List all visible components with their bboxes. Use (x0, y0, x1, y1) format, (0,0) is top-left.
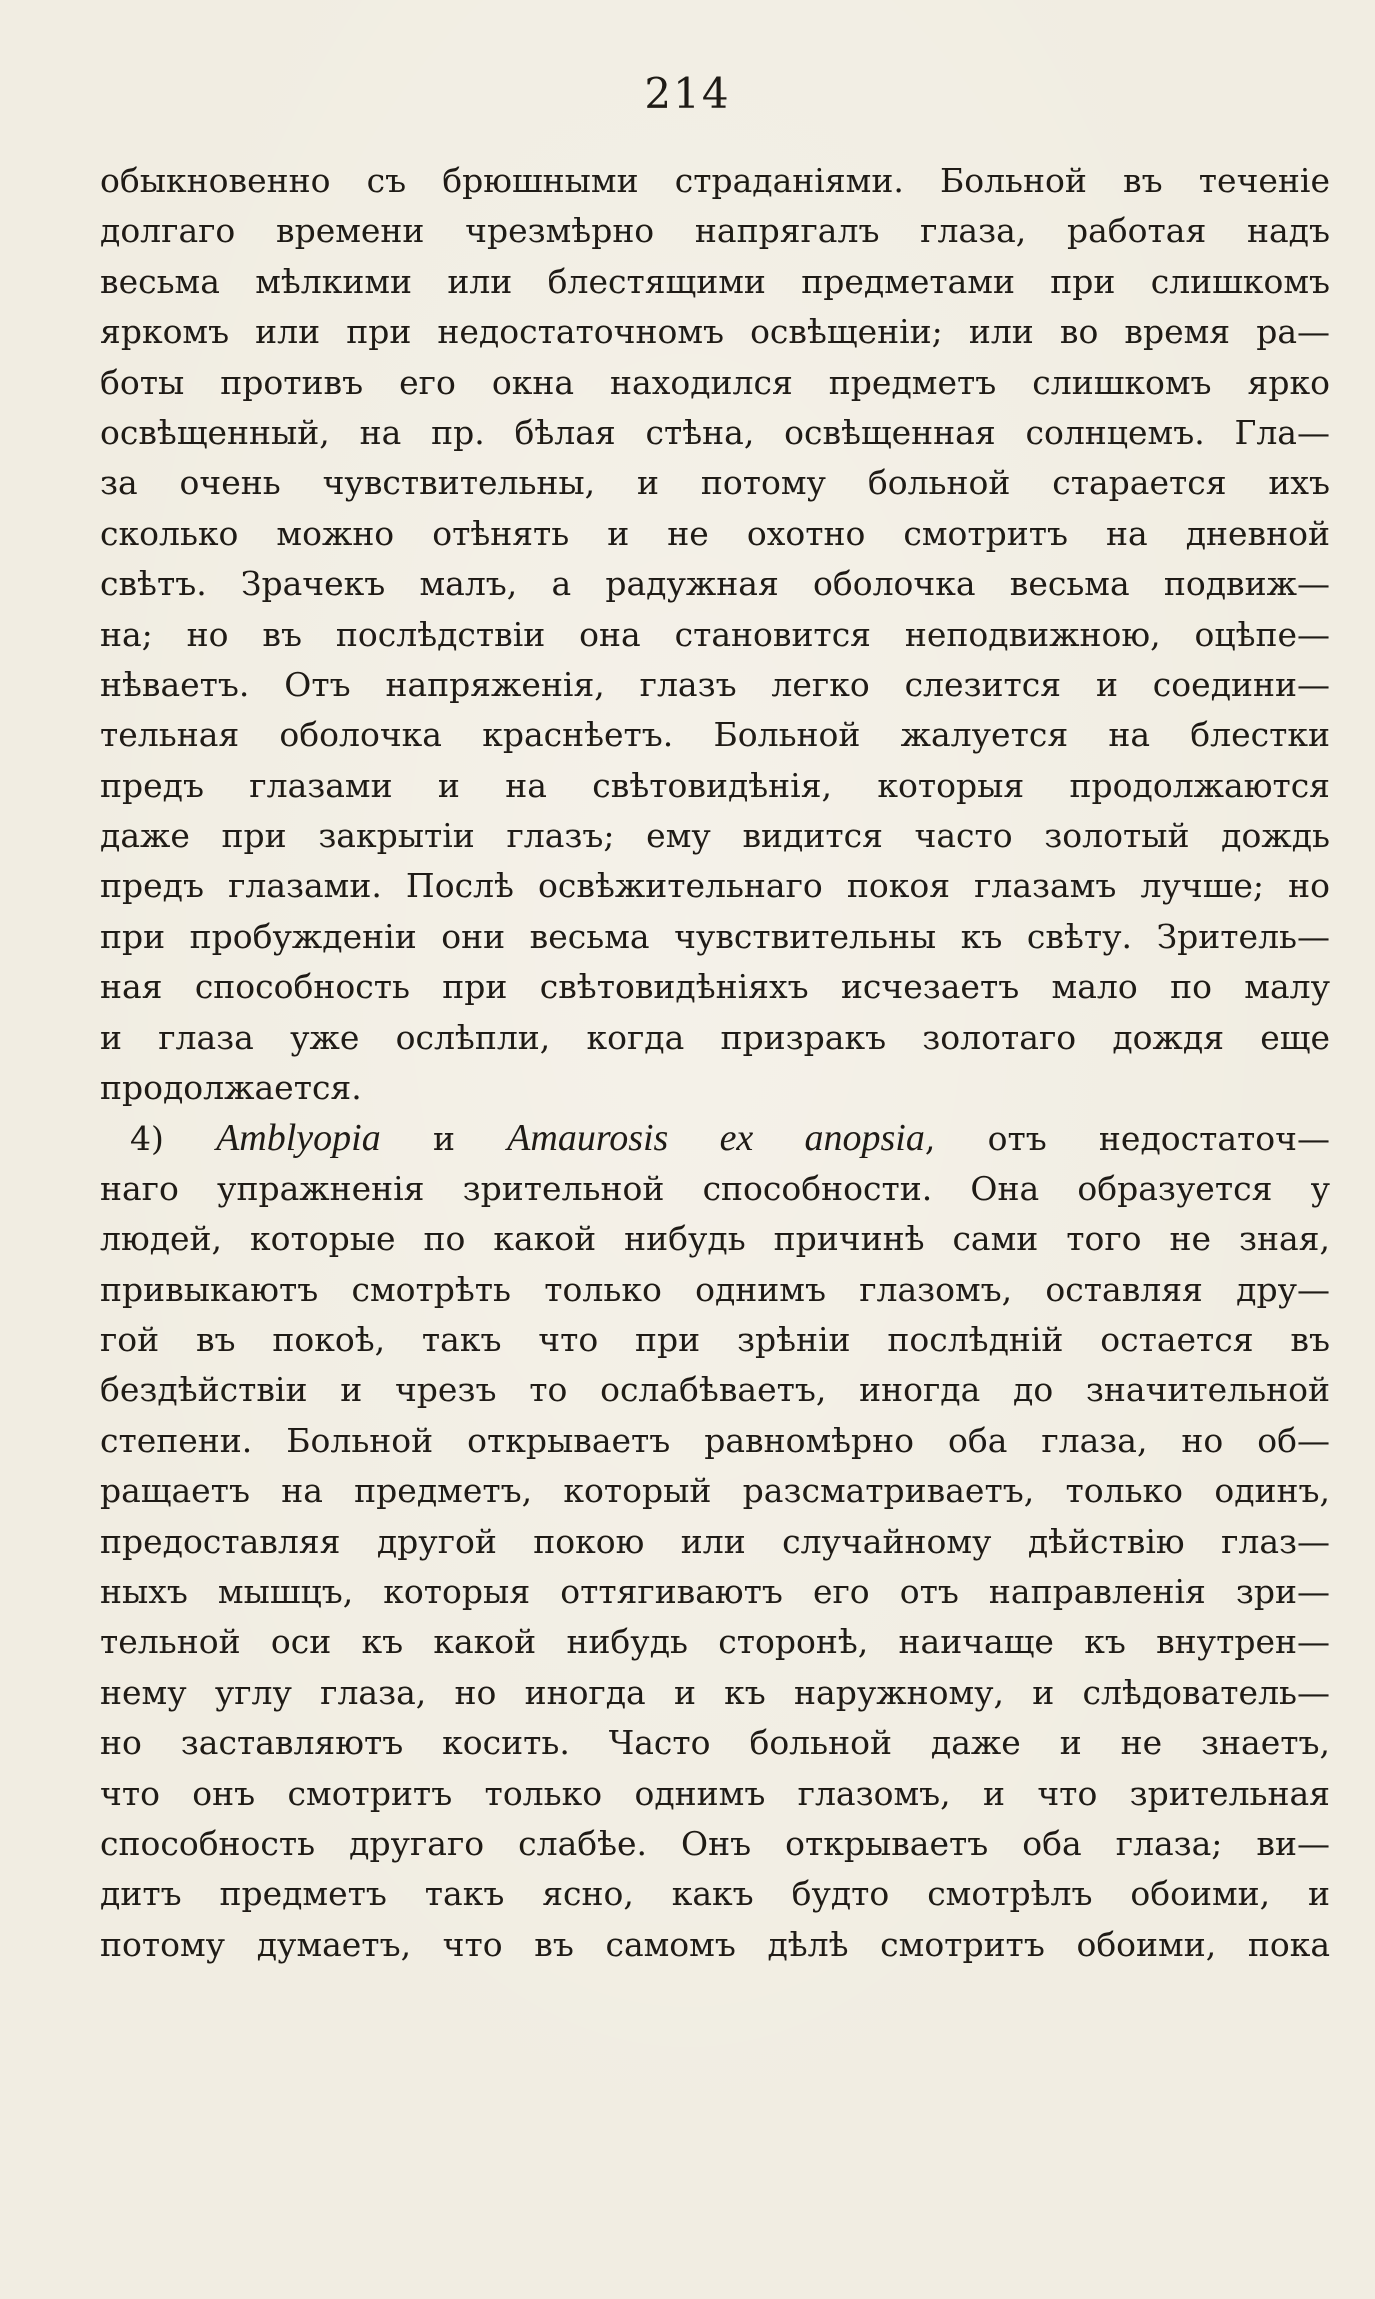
text-line: при пробужденіи они весьма чувствительны къ свѣту. Зритель— (100, 916, 1330, 956)
text-line: ныхъ мышцъ, которыя оттягиваютъ его отъ направленія зри— (100, 1571, 1330, 1611)
paragraph-number: 4) (130, 1119, 164, 1159)
text-line: нѣваетъ. Отъ напряженія, глазъ легко слезится и соедини— (100, 664, 1330, 704)
text-line: сколько можно отѣнять и не охотно смотритъ на дневной (100, 513, 1330, 553)
text-line: но заставляютъ косить. Часто больной даже и не знаетъ, (100, 1723, 1330, 1763)
text-line: тельная оболочка краснѣетъ. Больной жалуется на блестки (100, 715, 1330, 755)
text-line: гой въ покоѣ, такъ что при зрѣніи послѣдній остается въ (100, 1319, 1330, 1359)
text-line: ращаетъ на предметъ, который разсматриваетъ, только одинъ, (100, 1471, 1330, 1511)
text-line: предоставляя другой покою или случайному дѣйствію глаз— (100, 1521, 1330, 1561)
text-line: степени. Больной открываетъ равномѣрно оба глаза, но об— (100, 1420, 1330, 1460)
text-line: тельной оси къ какой нибудь сторонѣ, наичаще къ внутрен— (100, 1622, 1330, 1662)
text-line: людей, которые по какой нибудь причинѣ сами того не зная, (100, 1219, 1330, 1259)
text-line: за очень чувствительны, и потому больной старается ихъ (100, 463, 1330, 503)
text-line: бездѣйствіи и чрезъ то ослабѣваетъ, иногда до значительной (100, 1370, 1330, 1410)
text-line: продолжается. (100, 1068, 362, 1108)
page-number: 214 (644, 69, 731, 118)
text-line: боты противъ его окна находился предметъ слишкомъ ярко (100, 362, 1330, 402)
body-text (100, 156, 1330, 1970)
text-line: освѣщенный, на пр. бѣлая стѣна, освѣщенная солнцемъ. Гла— (100, 412, 1330, 452)
text-line: способность другаго слабѣе. Онъ открываетъ оба глаза; ви— (100, 1823, 1330, 1863)
text-line: долгаго времени чрезмѣрно напрягалъ глаза, работая надъ (100, 211, 1330, 251)
latin-term-amaurosis: Amaurosis ex anopsia (507, 1117, 925, 1160)
text-line: предъ глазами и на свѣтовидѣнія, которыя продолжаются (100, 765, 1330, 805)
text-line: наго упражненія зрительной способности. Она образуется у (100, 1168, 1330, 1208)
text-line: что онъ смотритъ только однимъ глазомъ, и что зрительная (100, 1773, 1330, 1813)
text-line: весьма мѣлкими или блестящими предметами при слишкомъ (100, 261, 1330, 301)
conjunction: и (432, 1119, 455, 1159)
text-line: ная способность при свѣтовидѣніяхъ исчезаетъ мало по малу (100, 967, 1330, 1007)
text-line: привыкаютъ смотрѣть только однимъ глазомъ, оставляя дру— (100, 1269, 1330, 1309)
text-line: на; но въ послѣдствіи она становится неподвижною, оцѣпе— (100, 614, 1330, 654)
latin-term-amblyopia: Amblyopia (216, 1117, 381, 1160)
paragraph-4-heading-line (100, 1113, 1330, 1163)
text-line: нему углу глаза, но иногда и къ наружному, и слѣдователь— (100, 1672, 1330, 1712)
heading-line-rest: , отъ недостаточ— (924, 1119, 1330, 1159)
text-line: предъ глазами. Послѣ освѣжительнаго покоя глазамъ лучше; но (100, 866, 1330, 906)
text-line: дитъ предметъ такъ ясно, какъ будто смотрѣлъ обоими, и (100, 1874, 1330, 1914)
text-line: обыкновенно съ брюшными страданіями. Больной въ теченіе (100, 161, 1330, 200)
text-line: свѣтъ. Зрачекъ малъ, а радужная оболочка весьма подвиж— (100, 564, 1330, 604)
text-line: даже при закрытіи глазъ; ему видится часто золотый дождь (100, 816, 1330, 856)
text-line: потому думаетъ, что въ самомъ дѣлѣ смотритъ обоими, пока (100, 1924, 1330, 1964)
text-line: яркомъ или при недостаточномъ освѣщеніи; или во время ра— (100, 312, 1330, 352)
text-line: и глаза уже ослѣпли, когда призракъ золотаго дождя еще (100, 1017, 1330, 1057)
